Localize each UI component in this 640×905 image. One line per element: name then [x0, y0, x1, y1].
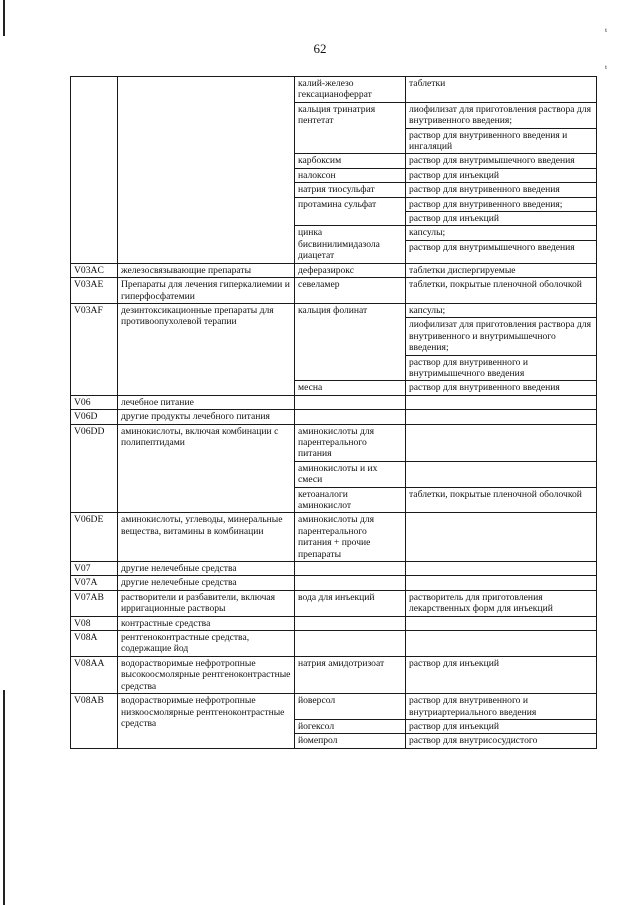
dosage-form-cell — [406, 381, 597, 395]
dosage-form-item: таблетки, покрытые пленочной оболочкой — [409, 488, 582, 500]
drug-name-cell: аминокислоты и их смеси — [295, 461, 406, 487]
drug-name-cell: месна — [295, 381, 406, 395]
dosage-form-item: раствор для внутрисосудистого — [409, 735, 538, 747]
dosage-form-cell — [406, 226, 597, 263]
drug-name-cell: калий-железо гексацианоферрат — [295, 77, 406, 103]
atc-code-cell: V07A — [71, 576, 118, 590]
table-row — [71, 562, 597, 576]
page-number: 62 — [313, 41, 327, 56]
dosage-form-item: раствор для внутривенного введения — [409, 184, 560, 196]
table-row — [71, 576, 597, 590]
dosage-form-cell — [406, 197, 597, 226]
table-row — [71, 656, 597, 693]
atc-group-cell: железосвязывающие препараты — [118, 263, 295, 277]
atc-code-cell: V03AC — [71, 263, 118, 277]
dosage-form-item: таблетки, покрытые пленочной оболочкой — [409, 279, 582, 291]
dosage-form-item: раствор для инъекций — [406, 211, 596, 224]
atc-group-cell: водорастворимые нефротропные низкоосмолярные рентгеноконтрастные средства — [118, 694, 295, 749]
dosage-form-cell — [406, 694, 597, 720]
dosage-form-cell — [406, 303, 597, 380]
atc-code-cell: V03AE — [71, 278, 118, 304]
scan-edge-mark-bottom — [3, 690, 5, 905]
scan-edge-mark-top — [3, 0, 5, 36]
dosage-form-item: раствор для инъекций — [409, 169, 499, 181]
drug-name-cell: йоверсол — [295, 694, 406, 720]
dosage-form-cell — [406, 590, 597, 616]
drug-name-cell — [295, 576, 406, 590]
dosage-form-cell — [406, 461, 597, 487]
drug-name-cell: севеламер — [295, 278, 406, 304]
dosage-form-cell — [406, 576, 597, 590]
dosage-form-cell — [406, 395, 597, 409]
dosage-form-item: капсулы; — [409, 227, 446, 239]
drug-name-cell — [295, 410, 406, 424]
dosage-form-item: раствор для внутривенного и внутриартериального введения — [409, 695, 537, 718]
dosage-form-item: раствор для внутривенного введения; — [409, 198, 563, 210]
margin-mark-bottom: ᵗ — [605, 63, 608, 75]
table-row — [71, 616, 597, 630]
table-row — [71, 424, 597, 461]
atc-group-cell: лечебное питание — [118, 395, 295, 409]
atc-code-cell: V07AB — [71, 590, 118, 616]
dosage-form-cell — [406, 734, 597, 748]
dosage-form-item: растворитель для приготовления лекарственных форм для инъекций — [409, 591, 553, 615]
dosage-form-item: раствор для внутривенного введения и ингаляций — [406, 128, 596, 153]
atc-group-cell: рентгеноконтрастные средства, содержащие йод — [118, 631, 295, 657]
dosage-form-item: таблетки — [409, 78, 446, 89]
atc-group-cell: аминокислоты, включая комбинации с полипептидами — [118, 424, 295, 513]
atc-group-cell: контрастные средства — [118, 616, 295, 630]
atc-code-cell: V08AA — [71, 656, 118, 693]
dosage-form-cell — [406, 424, 597, 461]
table-row — [71, 263, 597, 277]
atc-group-cell: дезинтоксикационные препараты для противоопухолевой терапии — [118, 303, 295, 395]
table-row — [71, 278, 597, 304]
atc-code-cell: V08AB — [71, 694, 118, 749]
table-body — [71, 77, 597, 749]
drug-name-cell: йогексол — [295, 719, 406, 733]
atc-code-cell: V06DD — [71, 424, 118, 513]
dosage-form-cell — [406, 631, 597, 657]
dosage-form-cell — [406, 154, 597, 168]
table-row — [71, 590, 597, 616]
drug-name-cell: налоксон — [295, 168, 406, 182]
dosage-form-item: раствор для внутривенного введения — [409, 382, 560, 394]
table-row — [71, 631, 597, 657]
atc-group-cell: другие продукты лечебного питания — [118, 410, 295, 424]
drug-name-cell: йомепрол — [295, 734, 406, 748]
atc-code-cell: V07 — [71, 562, 118, 576]
drug-table — [70, 76, 597, 749]
atc-code-cell — [71, 77, 118, 264]
drug-name-cell: цинка бисвинилимидазола диацетат — [295, 226, 406, 263]
table-row — [71, 694, 597, 720]
dosage-form-item: раствор для внутримышечного введения — [406, 240, 596, 253]
dosage-form-cell — [406, 562, 597, 576]
drug-name-cell: аминокислоты для парентерального питания + прочие препараты — [295, 513, 406, 562]
atc-code-cell: V06 — [71, 395, 118, 409]
drug-name-cell: протамина сульфат — [295, 197, 406, 226]
dosage-form-item: капсулы; — [409, 304, 446, 316]
dosage-form-item: лиофилизат для приготовления раствора для внутривенного введения; — [409, 103, 591, 127]
table-row — [71, 410, 597, 424]
drug-name-cell: карбоксим — [295, 154, 406, 168]
dosage-form-cell — [406, 102, 597, 154]
drug-name-cell: натрия тиосульфат — [295, 183, 406, 197]
drug-name-cell: вода для инъекций — [295, 590, 406, 616]
drug-name-cell: кетоаналоги аминокислот — [295, 487, 406, 513]
atc-group-cell: другие нелечебные средства — [118, 576, 295, 590]
dosage-form-cell — [406, 616, 597, 630]
table-row — [71, 303, 597, 380]
dosage-form-item: раствор для инъекций — [409, 720, 499, 732]
dosage-form-cell — [406, 278, 597, 304]
atc-code-cell: V08A — [71, 631, 118, 657]
atc-group-cell: аминокислоты, углеводы, минеральные вещества, витамины в комбинации — [118, 513, 295, 562]
atc-group-cell: Препараты для лечения гиперкалиемии и гиперфосфатемии — [118, 278, 295, 304]
drug-name-cell: кальция тринатрия пентетат — [295, 102, 406, 154]
drug-name-cell — [295, 562, 406, 576]
drug-name-cell — [295, 395, 406, 409]
atc-group-cell: другие нелечебные средства — [118, 562, 295, 576]
atc-group-cell: растворители и разбавители, включая ирригационные растворы — [118, 590, 295, 616]
drug-name-cell — [295, 616, 406, 630]
table-row — [71, 513, 597, 562]
dosage-form-cell — [406, 719, 597, 733]
dosage-form-cell — [406, 656, 597, 693]
margin-mark-top: ᵗ — [605, 26, 608, 38]
dosage-form-item: раствор для внутривенного и внутримышечного введения — [406, 355, 596, 380]
table-row — [71, 77, 597, 103]
drug-name-cell: натрия амидотризоат — [295, 656, 406, 693]
dosage-form-cell — [406, 263, 597, 277]
atc-group-cell — [118, 77, 295, 264]
atc-code-cell: V06DE — [71, 513, 118, 562]
drug-name-cell: кальция фолинат — [295, 303, 406, 380]
drug-name-cell: деферазирокс — [295, 263, 406, 277]
atc-code-cell: V03AF — [71, 303, 118, 395]
dosage-form-cell — [406, 487, 597, 513]
dosage-form-item: раствор для инъекций — [409, 657, 499, 669]
atc-code-cell: V08 — [71, 616, 118, 630]
atc-group-cell: водорастворимые нефротропные высокоосмолярные рентгеноконтрастные средства — [118, 656, 295, 693]
dosage-form-item: лиофилизат для приготовления раствора для внутривенного и внутримышечного введения; — [406, 317, 596, 353]
dosage-form-item: таблетки диспергируемые — [409, 264, 516, 276]
dosage-form-cell — [406, 513, 597, 562]
dosage-form-cell — [406, 168, 597, 182]
drug-name-cell — [295, 631, 406, 657]
dosage-form-item: раствор для внутримышечного введения — [409, 155, 575, 167]
drug-name-cell: аминокислоты для парентерального питания — [295, 424, 406, 461]
dosage-form-cell — [406, 183, 597, 197]
dosage-form-cell — [406, 410, 597, 424]
table-row — [71, 395, 597, 409]
dosage-form-cell — [406, 77, 597, 103]
atc-code-cell: V06D — [71, 410, 118, 424]
